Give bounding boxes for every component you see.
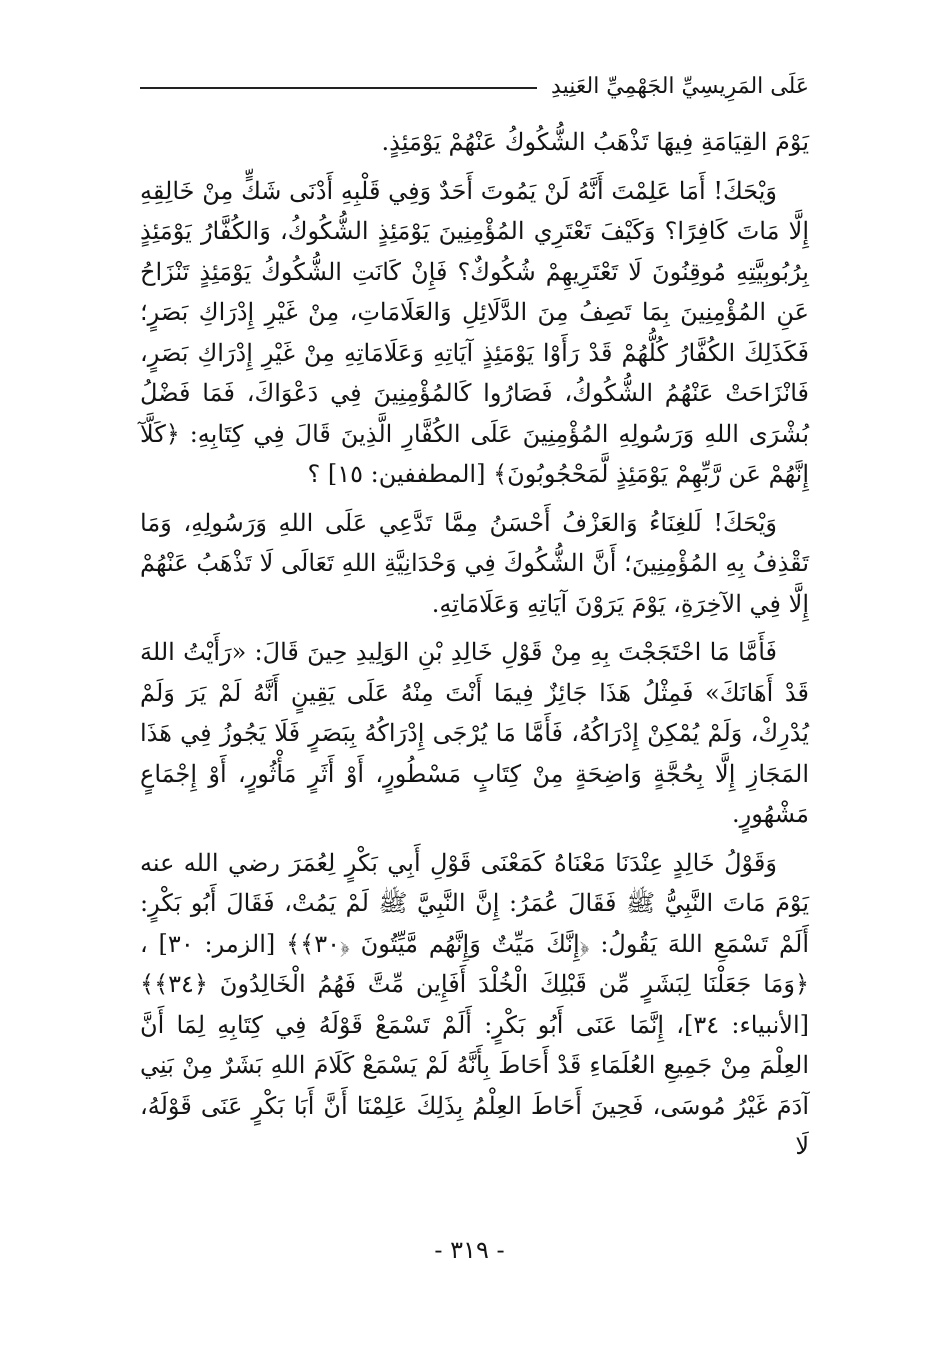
running-header — [140, 66, 809, 106]
header-rule — [140, 87, 537, 89]
paragraph: وَيْحَكَ! لَلغِنَاءُ وَالعَزْفُ أَحْسَنُ مِمَّا تَدَّعِي عَلَى اللهِ وَرَسُولِهِ، وَمَا تَقْذِفُ بِهِ المُؤْمِنِينَ؛ أَنَّ الشُّكُوكَ فِي وَحْدَانِيَّةِ اللهِ تَعَالَى لَا تَذْهَبُ عَنْهُمْ إِلَّا فِي الآخِرَةِ، يَوْمَ يَرَوْنَ آيَاتِهِ وَعَلَامَاتِهِ. — [140, 508, 809, 618]
page-number: - ٣١٩ - — [434, 1236, 505, 1264]
paragraph: يَوْمَ القِيَامَةِ فِيهَا تَذْهَبُ الشُّكُوكُ عَنْهُمْ يَوْمَئِذٍ. — [381, 128, 809, 156]
paragraph: فَأَمَّا مَا احْتَجَجْتَ بِهِ مِنْ قَوْلِ خَالِدِ بْنِ الوَلِيدِ حِينَ قَالَ: «رَأَيْتُ اللهَ قَدْ أَهَانَكَ» فَمِثْلُ هَذَا جَائِزٌ فِيمَا أَنْتَ مِنْهُ عَلَى يَقِينٍ أَنَّهُ لَمْ يَرَ وَلَمْ يُدْرِكْ، وَلَمْ يُمْكِنْ إِدْرَاكُهُ، فَأَمَّا مَا يُرْجَى إِدْرَاكُهُ بِبَصَرٍ فَلَا يَجُوزُ فِي هَذَا المَجَازِ إِلَّا بِحُجَّةٍ وَاضِحَةٍ مِنْ كِتَابٍ مَسْطُورٍ، أَوْ أَثَرٍ مَأْثُورٍ، أَوْ إِجْمَاعٍ مَشْهُورٍ. — [140, 638, 809, 828]
running-title: عَلَى المَرِيسِيِّ الجَهْمِيِّ العَنِيدِ — [551, 73, 809, 99]
body-text — [140, 122, 809, 1167]
paragraph: وَقَوْلُ خَالِدٍ عِنْدَنَا مَعْنَاهُ كَمَعْنَى قَوْلِ أَبِي بَكْرٍ لِعُمَرَ رضي الله عنه يَوْمَ مَاتَ النَّبِيُّ ﷺ فَقَالَ عُمَرُ: إِنَّ النَّبِيَّ ﷺ لَمْ يَمُتْ، فَقَالَ أَبُو بَكْرٍ: أَلَمْ تَسْمَعِ اللهَ يَقُولُ: ﴿إِنَّكَ مَيِّتٌ وَإِنَّهُم مَّيِّتُونَ ﴿٣٠﴾﴾ [الزمر: ٣٠] ، ﴿وَمَا جَعَلْنَا لِبَشَرٍ مِّن قَبْلِكَ الْخُلْدَ أَفَإِين مِّتَّ فَهُمُ الْخَالِدُونَ ﴿٣٤﴾﴾ [الأنبياء: ٣٤]، إِنَّمَا عَنَى أَبُو بَكْرٍ: أَلَمْ تَسْمَعْ قَوْلَهُ فِي كِتَابِهِ لِمَا أَنَّ العِلْمَ مِنْ جَمِيعِ العُلَمَاءِ قَدْ أَحَاطَ بِأَنَّهُ لَمْ يَسْمَعْ كَلَامَ اللهِ بَشَرٌ مِنْ بَنِي آدَمَ غَيْرُ مُوسَى، فَحِينَ أَحَاطَ العِلْمُ بِذَلِكَ عَلِمْنَا أَنَّ أَبَا بَكْرٍ عَنَى قَوْلَهُ، لَا — [140, 848, 810, 1160]
paragraph: وَيْحَكَ! أَمَا عَلِمْتَ أَنَّهُ لَنْ يَمُوتَ أَحَدٌ وَفِي قَلْبِهِ أَدْنَى شَكٍّ مِنْ خَالِقِهِ إِلَّا مَاتَ كَافِرًا؟ وَكَيْفَ تَعْتَرِي المُؤْمِنِينَ يَوْمَئِذٍ الشُّكُوكُ، وَالكُفَّارُ يَوْمَئِذٍ بِرُبُوبِيَّتِهِ مُوقِنُونَ لَا تَعْتَرِيهِمْ شُكُوكٌ؟ فَإِنْ كَانَتِ الشُّكُوكُ يَوْمَئِذٍ تَنْزَاحُ عَنِ المُؤْمِنِينَ بِمَا تَصِفُ مِنَ الدَّلَائِلِ وَالعَلَامَاتِ، مِنْ غَيْرِ إِدْرَاكِ بَصَرٍ؛ فَكَذَلِكَ الكُفَّارُ كُلُّهُمْ قَدْ رَأَوْا يَوْمَئِذٍ آيَاتِهِ وَعَلَامَاتِهِ مِنْ غَيْرِ إِدْرَاكِ بَصَرٍ، فَانْزَاحَتْ عَنْهُمُ الشُّكُوكُ، فَصَارُوا كَالمُؤْمِنِينَ فِي دَعْوَاكَ، فَمَا فَضْلُ بُشْرَى اللهِ وَرَسُولِهِ المُؤْمِنِينَ عَلَى الكُفَّارِ الَّذِينَ قَالَ فِي كِتَابِهِ: ﴿كَلَّآ إِنَّهُمْ عَن رَّبِّهِمْ يَوْمَئِذٍ لَّمَحْجُوبُونَ﴾ [المطففين: ١٥] ؟ — [140, 176, 809, 488]
